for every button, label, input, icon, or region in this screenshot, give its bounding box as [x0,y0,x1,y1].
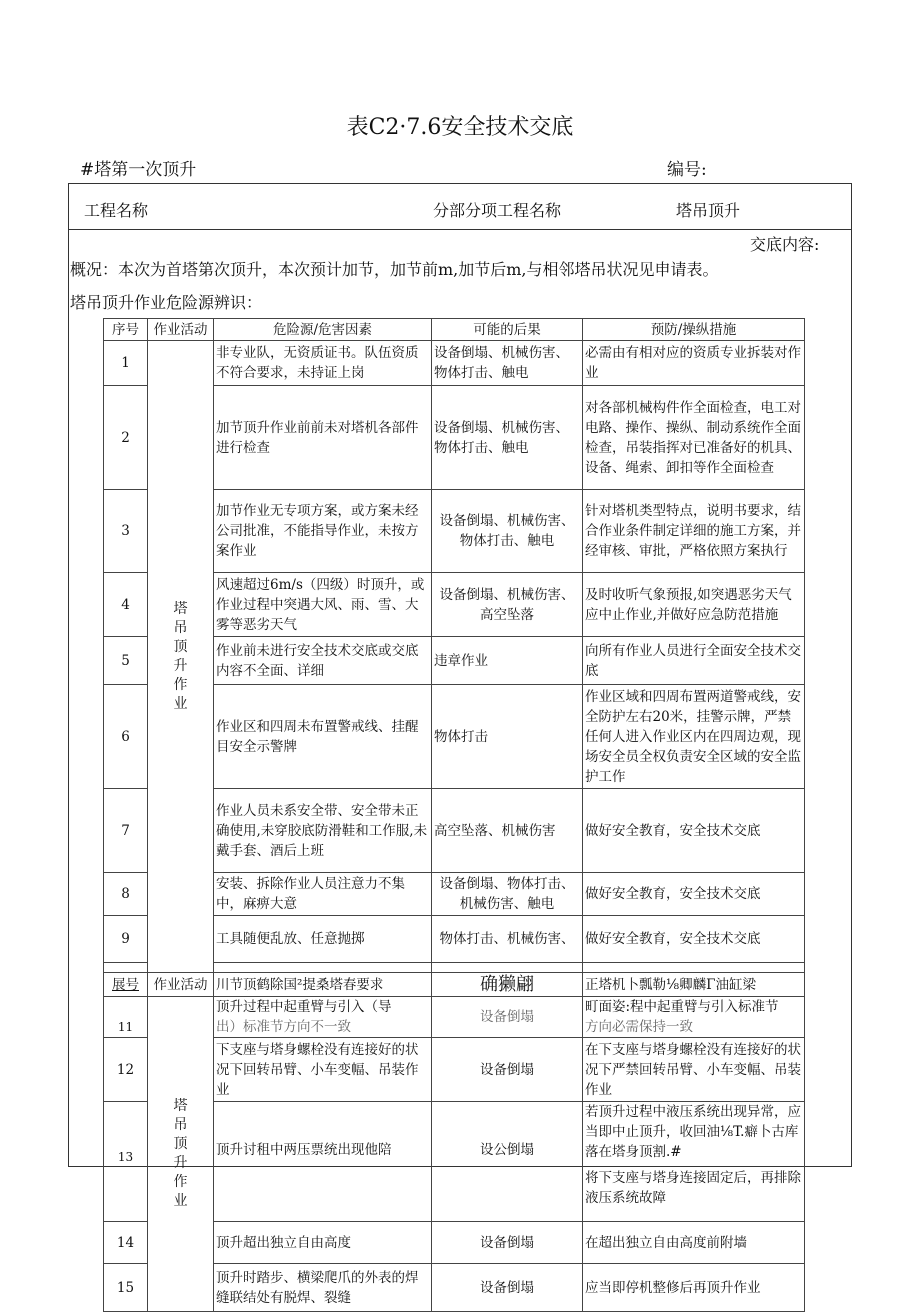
row-consequence: 设备倒塌、机械伤害、物体打击、触电 [432,386,583,490]
hazard-table [103,318,805,1312]
row-no: 5 [104,637,148,685]
row-consequence: 设备倒塌、机械伤害、高空坠落 [432,573,583,637]
row11-hazard: 顶升过程中起重臂与引入（导 [216,999,392,1015]
row-consequence: 设备倒塌、机械伤害、物体打击、触电 [432,490,583,573]
row-hazard: 作业前未进行安全技术交底或交底内容不全面、详细 [214,637,432,685]
row-hazard: 加节顶升作业前前未对塔机各部件进行检查 [214,386,432,490]
row-hazard: 作业区和四周未布置警戒线、挂醒目安全示警牌 [214,685,432,789]
row-consequence: 设备倒塌 [432,1222,583,1264]
row-hazard: 安装、拆除作业人员注意力不集中，麻痹大意 [214,873,432,916]
row-no: 14 [104,1222,148,1264]
row-hazard: 风速超过6m/s（四级）时顶升，或作业过程中突遇大风、雨、雪、大雾等恶劣天气 [214,573,432,637]
activity-cell [148,341,214,973]
row-hazard: 工具随便乱放、任意抛掷 [214,916,432,963]
row-no: 1 [104,341,148,386]
header-consequence: 可能的后果 [432,319,583,341]
table-header-row [104,319,805,341]
row-consequence: 设备倒塌、机械伤害、物体打击、触电 [432,341,583,386]
hazard-heading: 塔吊顶升作业危险源辨识： [70,293,263,312]
empty-cell [104,963,148,973]
row11-measures-cont: 方向必需保持一致 [585,1019,693,1035]
header-divider [68,229,852,230]
row-no: 12 [104,1038,148,1102]
sub-project-label: 分部分项工程名称 [433,201,562,220]
row-consequence: 设备倒塌 [432,1038,583,1102]
row11-measures: 町面姿:程中起重臂与引入标准节 [585,999,779,1015]
activity-cell-2 [148,997,214,1312]
row-consequence: 设备倒塌 [432,997,583,1038]
row-no: 7 [104,789,148,873]
row-hazard: 加节作业无专项方案，或方案未经公司批准，不能指导作业，未按方案作业 [214,490,432,573]
row-measures [583,1102,805,1222]
empty-cell [583,963,805,973]
overview-text: 概况：本次为首塔第次顶升，本次预计加节，加节前m,加节后m,与相邻塔吊状况见申请表。 [70,260,719,279]
activity-label: 塔吊顶升作业 [173,600,188,712]
row-no: 13 [104,1102,148,1222]
row-consequence: 设备倒塌 [432,1264,583,1312]
header2-activity: 作业活动 [148,973,214,997]
row-hazard: 作业人员未系安全带、安全带未正确使用,未穿胶底防滑鞋和工作服,未戴手套、酒后上班 [214,789,432,873]
row-no: 8 [104,873,148,916]
table-row [104,997,805,1038]
subtitle: #塔第一次顶升 [80,160,197,180]
row-hazard [214,997,432,1038]
row-consequence: 高空坠落、机械伤害 [432,789,583,873]
project-name-label: 工程名称 [84,201,149,220]
row-hazard: 非专业队，无资质证书。队伍资质不符合要求，未持证上岗 [214,341,432,386]
row-measures: 做好安全教育，安全技术交底 [583,916,805,963]
row-measures: 针对塔机类型特点，说明书要求，结合作业条件制定详细的施工方案，并经审核、审批，严格依照方案执行 [583,490,805,573]
row-no: 15 [104,1264,148,1312]
row-hazard: 下支座与塔身螺栓没有连接好的状况下回转吊臂、小车变幅、吊装作业 [214,1038,432,1102]
row-measures: 必需由有相对应的资质专业拆装对作业 [583,341,805,386]
row-no: 4 [104,573,148,637]
row-consequence: 违章作业 [432,637,583,685]
header2-no: 展号 [104,973,148,997]
header2-consequence: 确獭翩 [432,973,583,997]
header-measures: 预防/操纵措施 [583,319,805,341]
row13-measures: 若顶升过程中液压系统出现异常，应当即中止顶升，收回油⅛T.癖卜古库落在塔身顶割.# [585,1104,801,1160]
empty-cell [214,963,432,973]
row13-measures-cont: 将下支座与塔身连接固定后，再排除液压系统故障 [585,1170,801,1206]
row-hazard: 顶升时踏步、横梁爬爪的外表的焊缝联结处有脱焊、裂缝 [214,1264,432,1312]
header-no: 序号 [104,319,148,341]
row-consequence: 设备倒塌、物体打击、机械伤害、触电 [432,873,583,916]
row-measures: 做好安全教育，安全技术交底 [583,873,805,916]
header2-hazard: 川节顶鹤除国²提桑塔春要求 [214,973,432,997]
row-measures: 向所有作业人员进行全面安全技术交底 [583,637,805,685]
row-consequence: 物体打击 [432,685,583,789]
header-activity: 作业活动 [148,319,214,341]
activity2-label: 塔吊顶升作业 [173,1098,188,1209]
row-measures: 及时收听气象预报,如突遇恶劣天气应中止作业,并做好应急防范措施 [583,573,805,637]
row-consequence: 设公倒塌 [432,1102,583,1222]
document-title: 表C2·7.6安全技术交底 [346,115,574,140]
table-row [104,341,805,386]
row-measures: 应当即停机整修后再顶升作业 [583,1264,805,1312]
header2-measures: 正塔机卜瓢勒⅛卿麟Γ油缸梁 [583,973,805,997]
header-hazard: 危险源/危害因素 [214,319,432,341]
number-label: 编号: [667,160,707,180]
row-hazard: 顶升超出独立自由高度 [214,1222,432,1264]
sub-project-value: 塔吊顶升 [676,201,741,220]
row-measures: 做好安全教育，安全技术交底 [583,789,805,873]
table-header-row-2 [104,973,805,997]
content-label: 交底内容: [750,235,820,254]
row-consequence: 物体打击、机械伤害、 [432,916,583,963]
row-measures: 在超出独立自由高度前附墙 [583,1222,805,1264]
row-hazard: 顶升讨租中两压票统出现他陪 [214,1102,432,1222]
row-measures: 对各部机械构件作全面检查，电工对电路、操作、操纵、制动系统作全面检查，吊装指挥对已准备好的机具、设备、绳索、卸扣等作全面检查 [583,386,805,490]
row-no: 11 [104,997,148,1038]
empty-cell [432,963,583,973]
row-measures [583,997,805,1038]
row-no: 6 [104,685,148,789]
row11-hazard-cont: 出）标准节方向不一致 [216,1019,351,1035]
row-measures: 作业区域和四周布置两道警戒线，安全防护左右20米，挂警示牌，严禁任何人进入作业区内在四周边观，现场安全员全权负责安全区域的安全监护工作 [583,685,805,789]
row-no: 3 [104,490,148,573]
row-no: 2 [104,386,148,490]
row-no: 9 [104,916,148,963]
row-measures: 在下支座与塔身螺栓没有连接好的状况下严禁回转吊臂、小车变幅、吊装作业 [583,1038,805,1102]
